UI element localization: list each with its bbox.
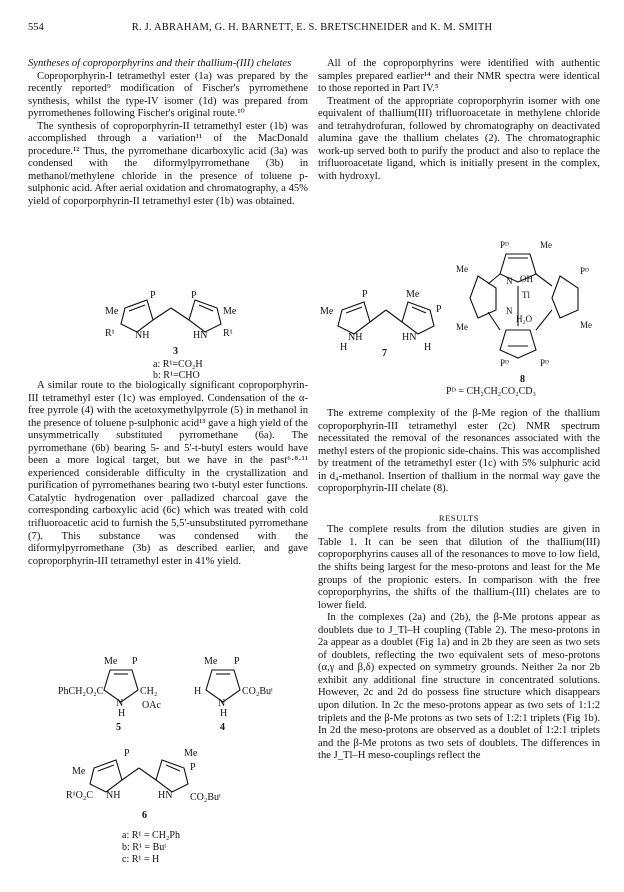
label-r1: R¹: [223, 328, 233, 339]
label-ester: CO₂Buᵗ: [190, 792, 221, 803]
label-hn: HN: [402, 332, 417, 343]
substituent-c: c: R¹ = H: [122, 854, 160, 865]
label-nh: NH: [348, 332, 363, 343]
page-number: 554: [28, 22, 44, 33]
structure-5: [58, 650, 188, 730]
label-h: H: [340, 342, 348, 352]
substituent-b: b: R¹ = Buᵗ: [122, 842, 167, 853]
right-column-lower: [318, 408, 600, 763]
label-nh: NH: [135, 330, 150, 341]
paragraph: A similar route to the biologically significant coproporphyrin-III tetramethyl ester (1c) was employed. Condensation of the α-free pyrrole (4) with the acetoxymethylpyrrole (5) in methanol in the presence of toluene p-sulphonic acid¹³ gave a high yield of the unsymmetrically substituted pyrromethane (6a). The pyrromethane (6b) bearing 5- and 5'-t-butyl esters would have been a more logical target, but we have in the past⁶·⁸·¹¹ experienced considerable difficulty in the crystallization and purification of pyrromethanes bearing two t-butyl ester functions. Catalytic hydrogenation over palladized charcoal gave the corresponding carboxylic acid (6c) which was treated with cold trifluoroacetic acid to furnish the 5,5'-unsubstituted pyrromethane (7). This substance was condensed with the diformylpyrromethane (3b) as described earlier, and gave coproporphyrin-III tetramethyl ester in 41% yield.: [28, 380, 308, 567]
label-n: N: [506, 306, 513, 316]
right-column: [318, 58, 600, 183]
label-ester: PhCH₂O₂C: [58, 686, 104, 697]
label-p: P: [436, 304, 442, 315]
label-me: Me: [223, 306, 237, 317]
substituent-a: a: R¹ = CH₂Ph: [122, 830, 180, 841]
label-me: Me: [580, 320, 592, 330]
label-r1: R¹: [105, 328, 115, 339]
label-me: Me: [456, 322, 468, 332]
label-ester: CO₂Buᵗ: [242, 686, 273, 697]
paragraph: The complete results from the dilution studies are given in Table 1. It can be seen that dilution of the thallium(III) coproporphyrins causes all of the resonances to move to low field, the shifts being largest for the meso-protons and least for the Me groups of the propionic esters. In comparison with the free coproporphyrins, the shifts of the thallium-(III) chelates are to lower field.: [318, 524, 600, 611]
structure-4: [188, 650, 298, 730]
compound-number: 5: [116, 722, 121, 730]
compound-number: 6: [142, 810, 147, 821]
label-me: Me: [204, 656, 218, 667]
label-me: Me: [184, 748, 198, 759]
left-column-lower: [28, 380, 308, 568]
substituent-a: a: R¹=CO₂H: [153, 359, 203, 370]
results-heading: RESULTS: [438, 512, 480, 523]
structure-8: [456, 236, 606, 385]
paragraph: The extreme complexity of the β-Me region of the thallium coproporphyrin-III tetramethyl ester (2c) NMR spectrum necessitated the removal of the resonances associated with the methyl esters of the propionic side-chains. This was accomplished by treatment of the tetramethyl ester (1c) with 5% sulphuric acid in d₄-methanol. Insertion of thallium in the normal way gave the coproporphyrin-III chelate (8).: [318, 408, 600, 495]
label-pd: Pᴰ: [580, 266, 589, 276]
label-p: P: [234, 656, 240, 667]
label-p: P: [190, 762, 196, 773]
paragraph: In the complexes (2a) and (2b), the β-Me protons appear as doublets due to J_Tl–H coupling (Table 2). The meso-protons in 2a appear as a doublet (Fig 1a) and in 2b they are seen as two sets of doublets, reflecting the two equivalent sets of meso-protons (α,γ and β,δ) expected on symmetry grounds. Neither 2a nor 2b exhibit any additional fine structure in concentrated solutions. However, 2c and 2d do possess fine structure which disappears upon dilution. In 2c the meso-protons appear as two sets of 1:1:2 triplets and the β-Me protons as two sets of 1:2:1 triplets (Fig 1b). In 2d the meso-protons are observed as a doublet of 1:2:1 triplets and the β-Me protons as two sets of doublets. The differences in the J_Tl–H meso-couplings reflect the: [318, 612, 600, 762]
substituent-b: b: R¹=CHO: [153, 370, 200, 378]
paragraph: Treatment of the appropriate coproporphyrin isomer with one equivalent of thallium(III) trifluoroacetate in methylene chloride and tetrahydrofuran, followed by chromatography on deactivated alumina gave the thallium chelates (2). The chromatographic work-up served both to purify the product and also to replace the trifluoroacetate ligand, which is initially present in the complex, with hydroxyl.: [318, 95, 600, 182]
label-ester: R¹O₂C: [66, 790, 94, 801]
label-h: H: [194, 686, 202, 697]
label-h: H: [118, 708, 126, 719]
label-nh: NH: [106, 790, 121, 801]
label-oh: OH: [520, 274, 533, 284]
label-tl: Tl: [522, 290, 530, 300]
label-me: Me: [320, 306, 334, 317]
label-p: P: [132, 656, 138, 667]
label-pd: Pᴰ: [540, 358, 549, 368]
section-title: Syntheses of coproporphyrins and their thallium-(III) chelates: [28, 58, 292, 69]
label-nh: H: [220, 708, 228, 719]
running-head: R. J. ABRAHAM, G. H. BARNETT, E. S. BRETSCHNEIDER and K. M. SMITH: [131, 22, 493, 33]
label-ch2: CH₂: [140, 686, 158, 697]
compound-number: 8: [520, 374, 525, 385]
label-me: Me: [72, 766, 86, 777]
label-hn: HN: [193, 330, 208, 341]
paragraph: Coproporphyrin-I tetramethyl ester (1a) was prepared by the recently reported⁹ modification of Fischer's pyrromethene synthesis, whilst the type-IV isomer (1d) was prepared from pyrromethenes following Fischer's original route.¹⁰: [28, 70, 308, 120]
label-me: Me: [105, 306, 119, 317]
label-pd: Pᴰ: [500, 240, 509, 250]
compound-number: 3: [173, 346, 178, 357]
label-h: H: [424, 342, 432, 352]
running-header: [28, 22, 596, 36]
label-p: P: [150, 290, 156, 301]
label-n: N: [506, 276, 513, 286]
label-p: P: [124, 748, 130, 759]
label-p: P: [362, 289, 368, 300]
label-n: N: [116, 698, 124, 709]
label-me: Me: [104, 656, 118, 667]
structure-6: [66, 738, 246, 868]
label-oac: OAc: [142, 700, 161, 711]
compound-number: 7: [382, 348, 387, 359]
compound-number: 4: [220, 722, 225, 730]
paragraph: All of the coproporphyrins were identified with authentic samples prepared earlier¹⁴ and their NMR spectra were identical to those reported in Part IV.⁵: [318, 58, 600, 95]
left-column: [28, 58, 308, 209]
label-me: Me: [456, 264, 468, 274]
paragraph: The synthesis of coproporphyrin-II tetramethyl ester (1b) was accomplished through a variation¹¹ of the MacDonald procedure.¹² Thus, the pyrromethane dicarboxylic acid (3a) was condensed with the diformylpyrromethane (3b) in methanol/methylene chloride in the presence of toluene p-sulphonic acid. After aerial oxidation and chromatography, a 45% yield of coporporphyrin-II tetramethyl ester (1b) was obtained.: [28, 120, 308, 208]
pd-legend: Pᴰ = CH₂CH₂CO₂CD₃: [446, 386, 537, 397]
label-hn: HN: [158, 790, 173, 801]
structure-7: [318, 282, 458, 359]
label-me: Me: [540, 240, 552, 250]
label-h2o: H₂O: [516, 314, 533, 324]
label-pd: Pᴰ: [500, 358, 509, 368]
label-n: N: [218, 698, 226, 709]
structure-3: [95, 278, 255, 378]
label-p: P: [191, 290, 197, 301]
label-me: Me: [406, 289, 420, 300]
